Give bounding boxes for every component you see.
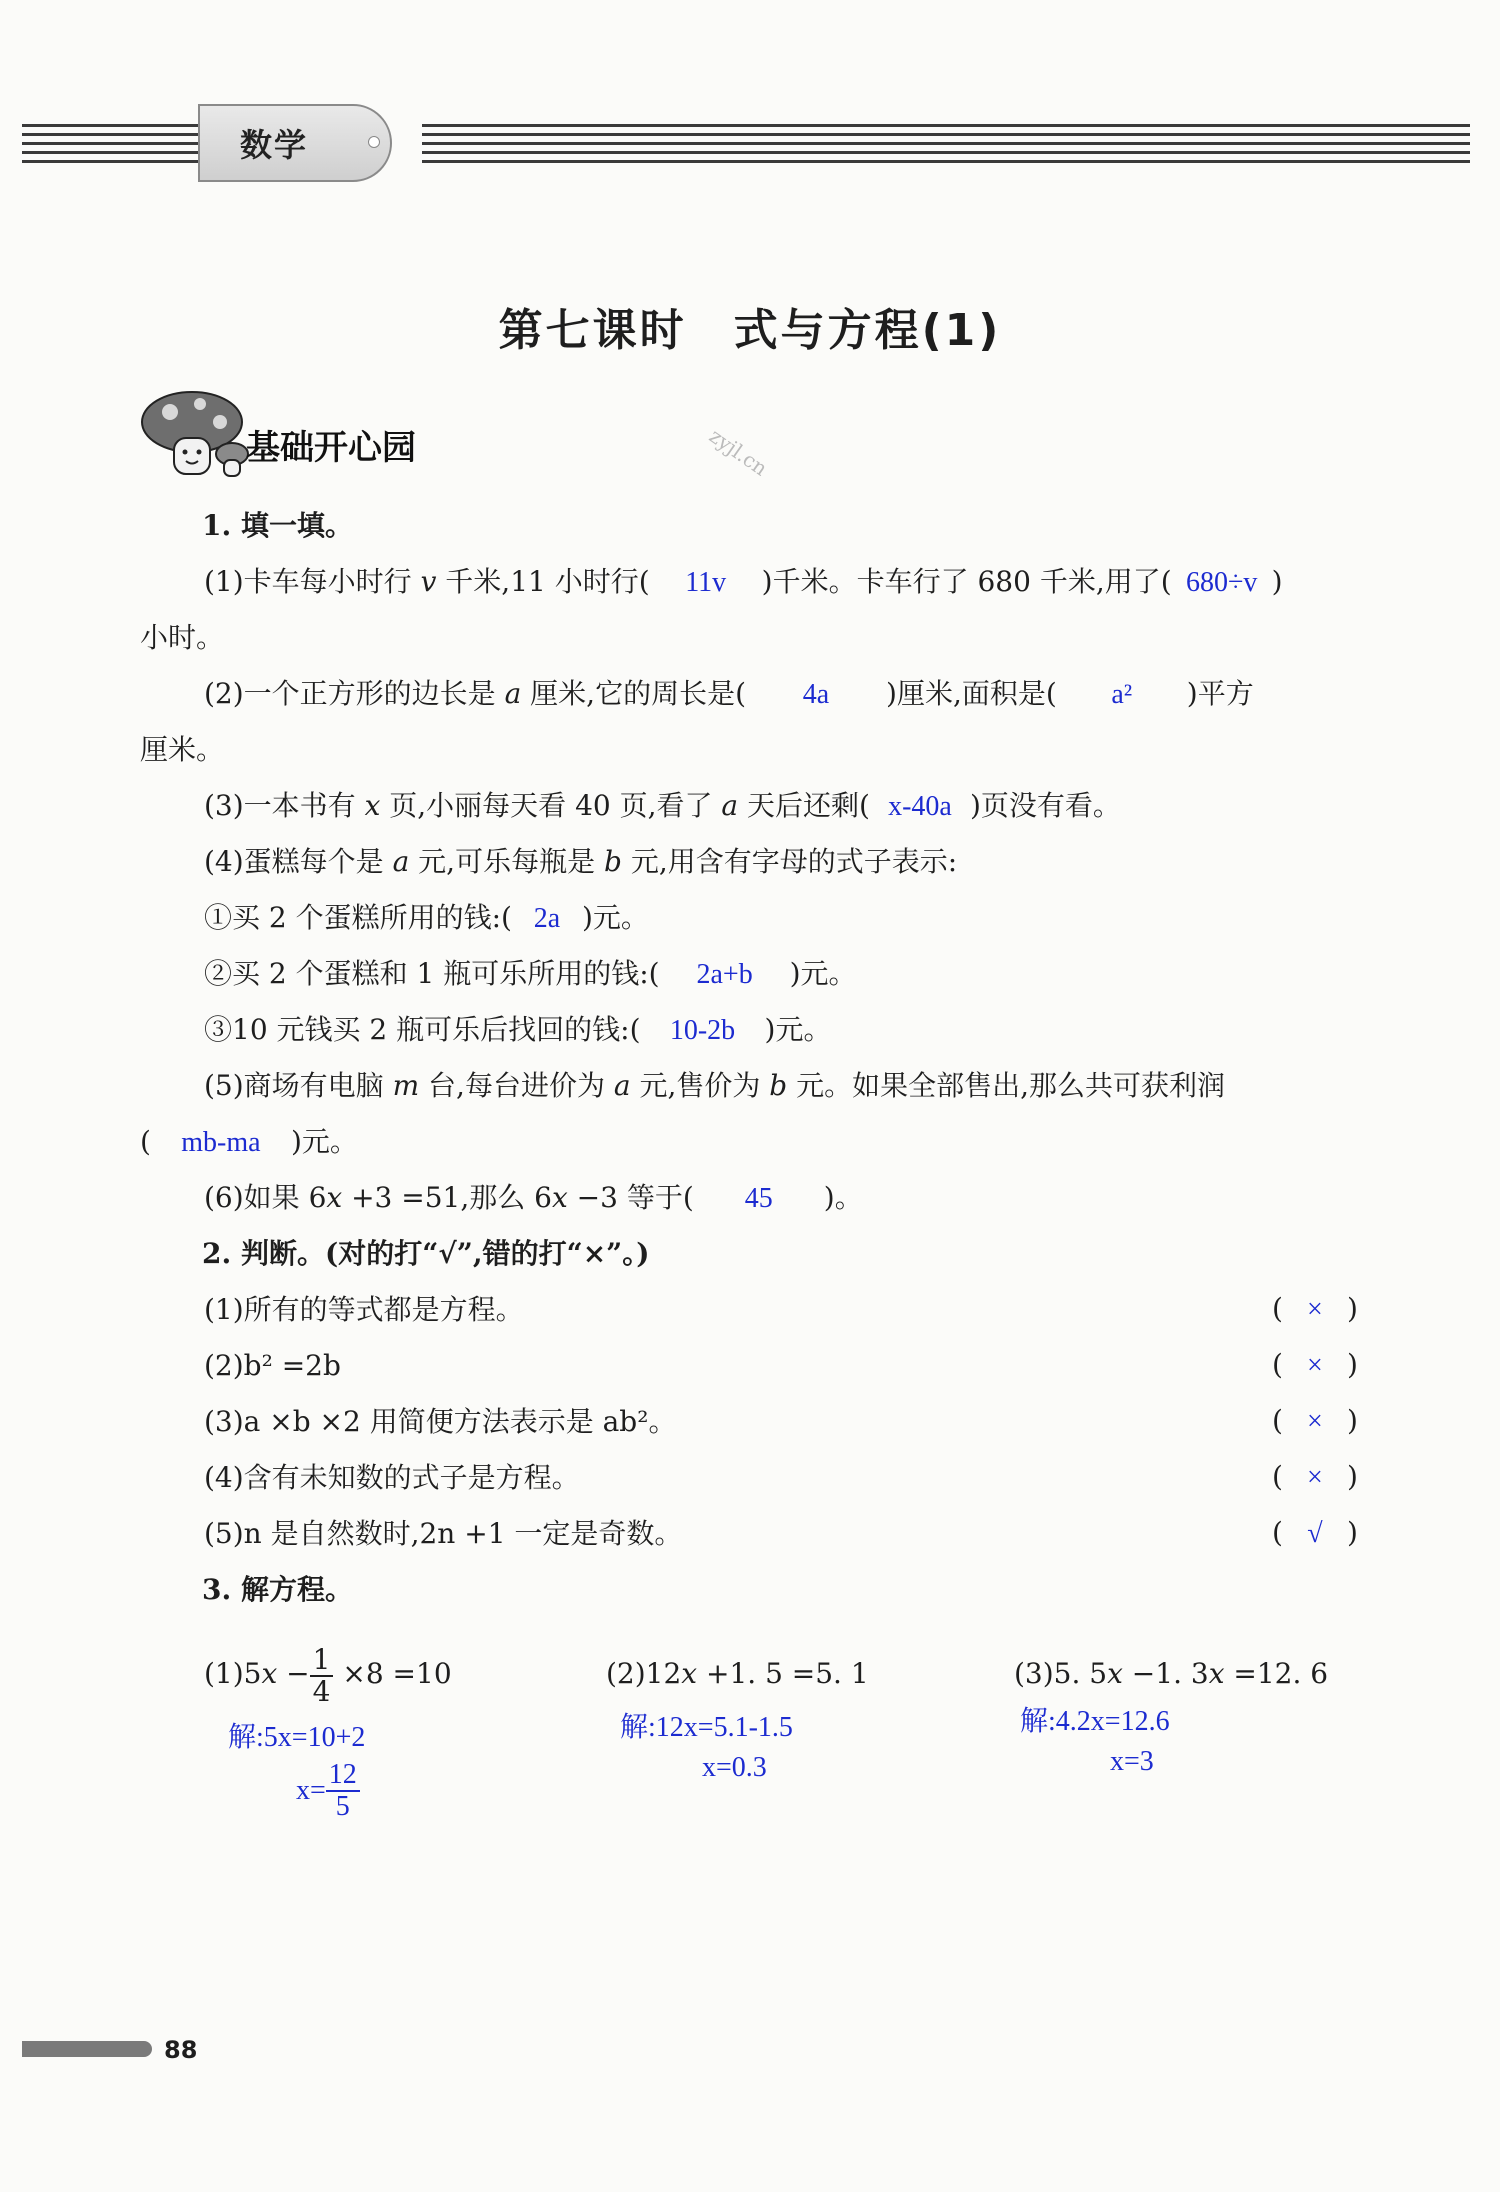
- section-badge: 基础开心园: [246, 428, 416, 468]
- text: (5)商场有电脑: [204, 1069, 393, 1102]
- denominator: 5: [335, 1791, 350, 1822]
- answer: ×: [1307, 1350, 1323, 1381]
- q1-item4-3: [204, 1010, 831, 1051]
- text: )页没有看。: [969, 789, 1121, 822]
- q3-equation-3: [1014, 1654, 1328, 1694]
- answer: ×: [1307, 1294, 1323, 1325]
- q1-item2-cont: 厘米。: [140, 733, 225, 766]
- text: )平方: [1186, 677, 1254, 710]
- answer: 10-2b: [669, 1015, 736, 1046]
- text: 元,可乐每瓶是: [409, 845, 604, 878]
- q2-answer-box: ( × ): [1272, 1460, 1358, 1493]
- numerator: 12: [326, 1760, 360, 1792]
- text: (2)12: [606, 1657, 682, 1690]
- subject-label: 数学: [240, 126, 309, 164]
- text: )元。: [581, 901, 649, 934]
- var: m: [392, 1069, 420, 1102]
- answer: x-40a: [888, 791, 952, 822]
- answer: 11v: [685, 567, 727, 598]
- var: b: [769, 1069, 788, 1102]
- text: −: [277, 1657, 310, 1690]
- var: x: [261, 1657, 278, 1690]
- text: )千米。卡车行了 680 千米,用了(: [761, 565, 1172, 598]
- text: +1. 5 =5. 1: [697, 1657, 869, 1690]
- var: x: [1107, 1657, 1123, 1690]
- q3-equation-2: [606, 1654, 869, 1694]
- var: a: [613, 1069, 631, 1102]
- q3-solution-2-step1: 解:12x=5.1-1.5: [620, 1712, 793, 1743]
- text: 台,每台进价为: [419, 1069, 614, 1102]
- text: ①买 2 个蛋糕所用的钱:(: [204, 901, 512, 934]
- answer: a²: [1111, 679, 1133, 710]
- text: )。: [823, 1181, 863, 1214]
- var: x: [1208, 1657, 1225, 1690]
- answer: 45: [744, 1183, 773, 1214]
- text: ③10 元钱买 2 瓶可乐后找回的钱:(: [204, 1013, 641, 1046]
- text: +3 =51,那么 6: [342, 1181, 552, 1214]
- footer-bar: [22, 2041, 152, 2057]
- text: ): [1271, 565, 1283, 598]
- watermark: zyjl.cn: [704, 423, 772, 481]
- q3-equation-1: [204, 1644, 452, 1707]
- q1-item4: [204, 842, 957, 882]
- q3-solution-1-step2: [296, 1760, 360, 1822]
- fraction: [326, 1760, 360, 1822]
- answer: 4a: [802, 679, 830, 710]
- text: (3)一本书有: [204, 789, 365, 822]
- text: 元,售价为: [630, 1069, 770, 1102]
- tab-dot-icon: [368, 136, 380, 148]
- text: (3)5. 5: [1014, 1657, 1108, 1690]
- q2-item2: (2)b² =2b: [204, 1349, 341, 1382]
- q1-item2: [204, 674, 1254, 715]
- q1-item3: [204, 786, 1121, 827]
- text: 天后还剩(: [738, 789, 870, 822]
- q3-heading: 3. 解方程。: [202, 1573, 353, 1606]
- q1-heading: 1. 填一填。: [202, 509, 353, 542]
- text: )元。: [764, 1013, 832, 1046]
- var: x: [551, 1181, 568, 1214]
- answer: 680÷v: [1185, 567, 1258, 598]
- q1-item5-cont: [140, 1122, 358, 1163]
- text: ②买 2 个蛋糕和 1 瓶可乐所用的钱:(: [204, 957, 660, 990]
- denominator: 4: [312, 1674, 331, 1708]
- numerator: 1: [310, 1645, 334, 1677]
- text: (6)如果 6: [204, 1181, 327, 1214]
- q2-answer-box: ( × ): [1272, 1348, 1358, 1381]
- fraction: [310, 1642, 334, 1708]
- q2-item5: (5)n 是自然数时,2n +1 一定是奇数。: [204, 1517, 683, 1550]
- var: a: [504, 677, 522, 710]
- q2-answer-box: ( × ): [1272, 1404, 1358, 1437]
- text: 千米,11 小时行(: [436, 565, 650, 598]
- header-rule-right: [422, 124, 1470, 168]
- page-title: 第七课时 式与方程(1): [498, 305, 1002, 356]
- text: (4)蛋糕每个是: [204, 845, 393, 878]
- q3-solution-1-step1: 解:5x=10+2: [228, 1722, 366, 1753]
- q3-solution-3-step1: 解:4.2x=12.6: [1020, 1706, 1170, 1737]
- q2-answer-box: ( × ): [1272, 1292, 1358, 1325]
- q2-item3: (3)a ×b ×2 用简便方法表示是 ab²。: [204, 1405, 677, 1438]
- q1-item5: [204, 1066, 1225, 1106]
- text: −1. 3: [1122, 1657, 1209, 1690]
- q1-item1-cont: 小时。: [140, 621, 225, 654]
- text: x=: [296, 1775, 326, 1806]
- q2-item1: (1)所有的等式都是方程。: [204, 1293, 524, 1326]
- q3-solution-2-step2: x=0.3: [702, 1752, 767, 1783]
- q1-item1: [204, 562, 1283, 603]
- text: (2)一个正方形的边长是: [204, 677, 505, 710]
- answer: ×: [1307, 1406, 1323, 1437]
- q1-item6: [204, 1178, 863, 1219]
- text: )厘米,面积是(: [886, 677, 1057, 710]
- answer: 2a: [533, 903, 561, 934]
- var: b: [603, 845, 622, 878]
- subject-tab: [198, 104, 392, 182]
- text: 元。如果全部售出,那么共可获利润: [787, 1069, 1225, 1102]
- text: 页,小丽每天看 40 页,看了: [380, 789, 722, 822]
- text: 厘米,它的周长是(: [521, 677, 747, 710]
- text: (1)5: [204, 1657, 262, 1690]
- var: a: [721, 789, 739, 822]
- answer: mb-ma: [181, 1127, 261, 1158]
- var: x: [326, 1181, 343, 1214]
- text: ×8 =10: [333, 1657, 452, 1690]
- var: a: [392, 845, 410, 878]
- answer: ×: [1307, 1462, 1323, 1493]
- q1-item4-1: [204, 898, 649, 939]
- text: (1)卡车每小时行: [204, 565, 421, 598]
- header-rule-left: [22, 124, 202, 168]
- q1-item4-2: [204, 954, 857, 995]
- var: x: [681, 1657, 698, 1690]
- text: −3 等于(: [567, 1181, 694, 1214]
- text: (: [140, 1125, 151, 1158]
- var: x: [364, 789, 381, 822]
- mushroom-icon: [140, 388, 252, 480]
- q2-answer-box: ( √ ): [1272, 1516, 1358, 1549]
- var: v: [420, 565, 437, 598]
- q2-heading: 2. 判断。(对的打“√”,错的打“×”。): [202, 1237, 650, 1270]
- text: =12. 6: [1224, 1657, 1329, 1690]
- answer: √: [1307, 1518, 1323, 1549]
- text: )元。: [789, 957, 857, 990]
- text: 元,用含有字母的式子表示:: [621, 845, 958, 878]
- answer: 2a+b: [696, 959, 753, 990]
- text: )元。: [290, 1125, 358, 1158]
- q3-solution-3-step2: x=3: [1110, 1746, 1154, 1777]
- page-number: 88: [164, 2036, 198, 2064]
- q2-item4: (4)含有未知数的式子是方程。: [204, 1461, 580, 1494]
